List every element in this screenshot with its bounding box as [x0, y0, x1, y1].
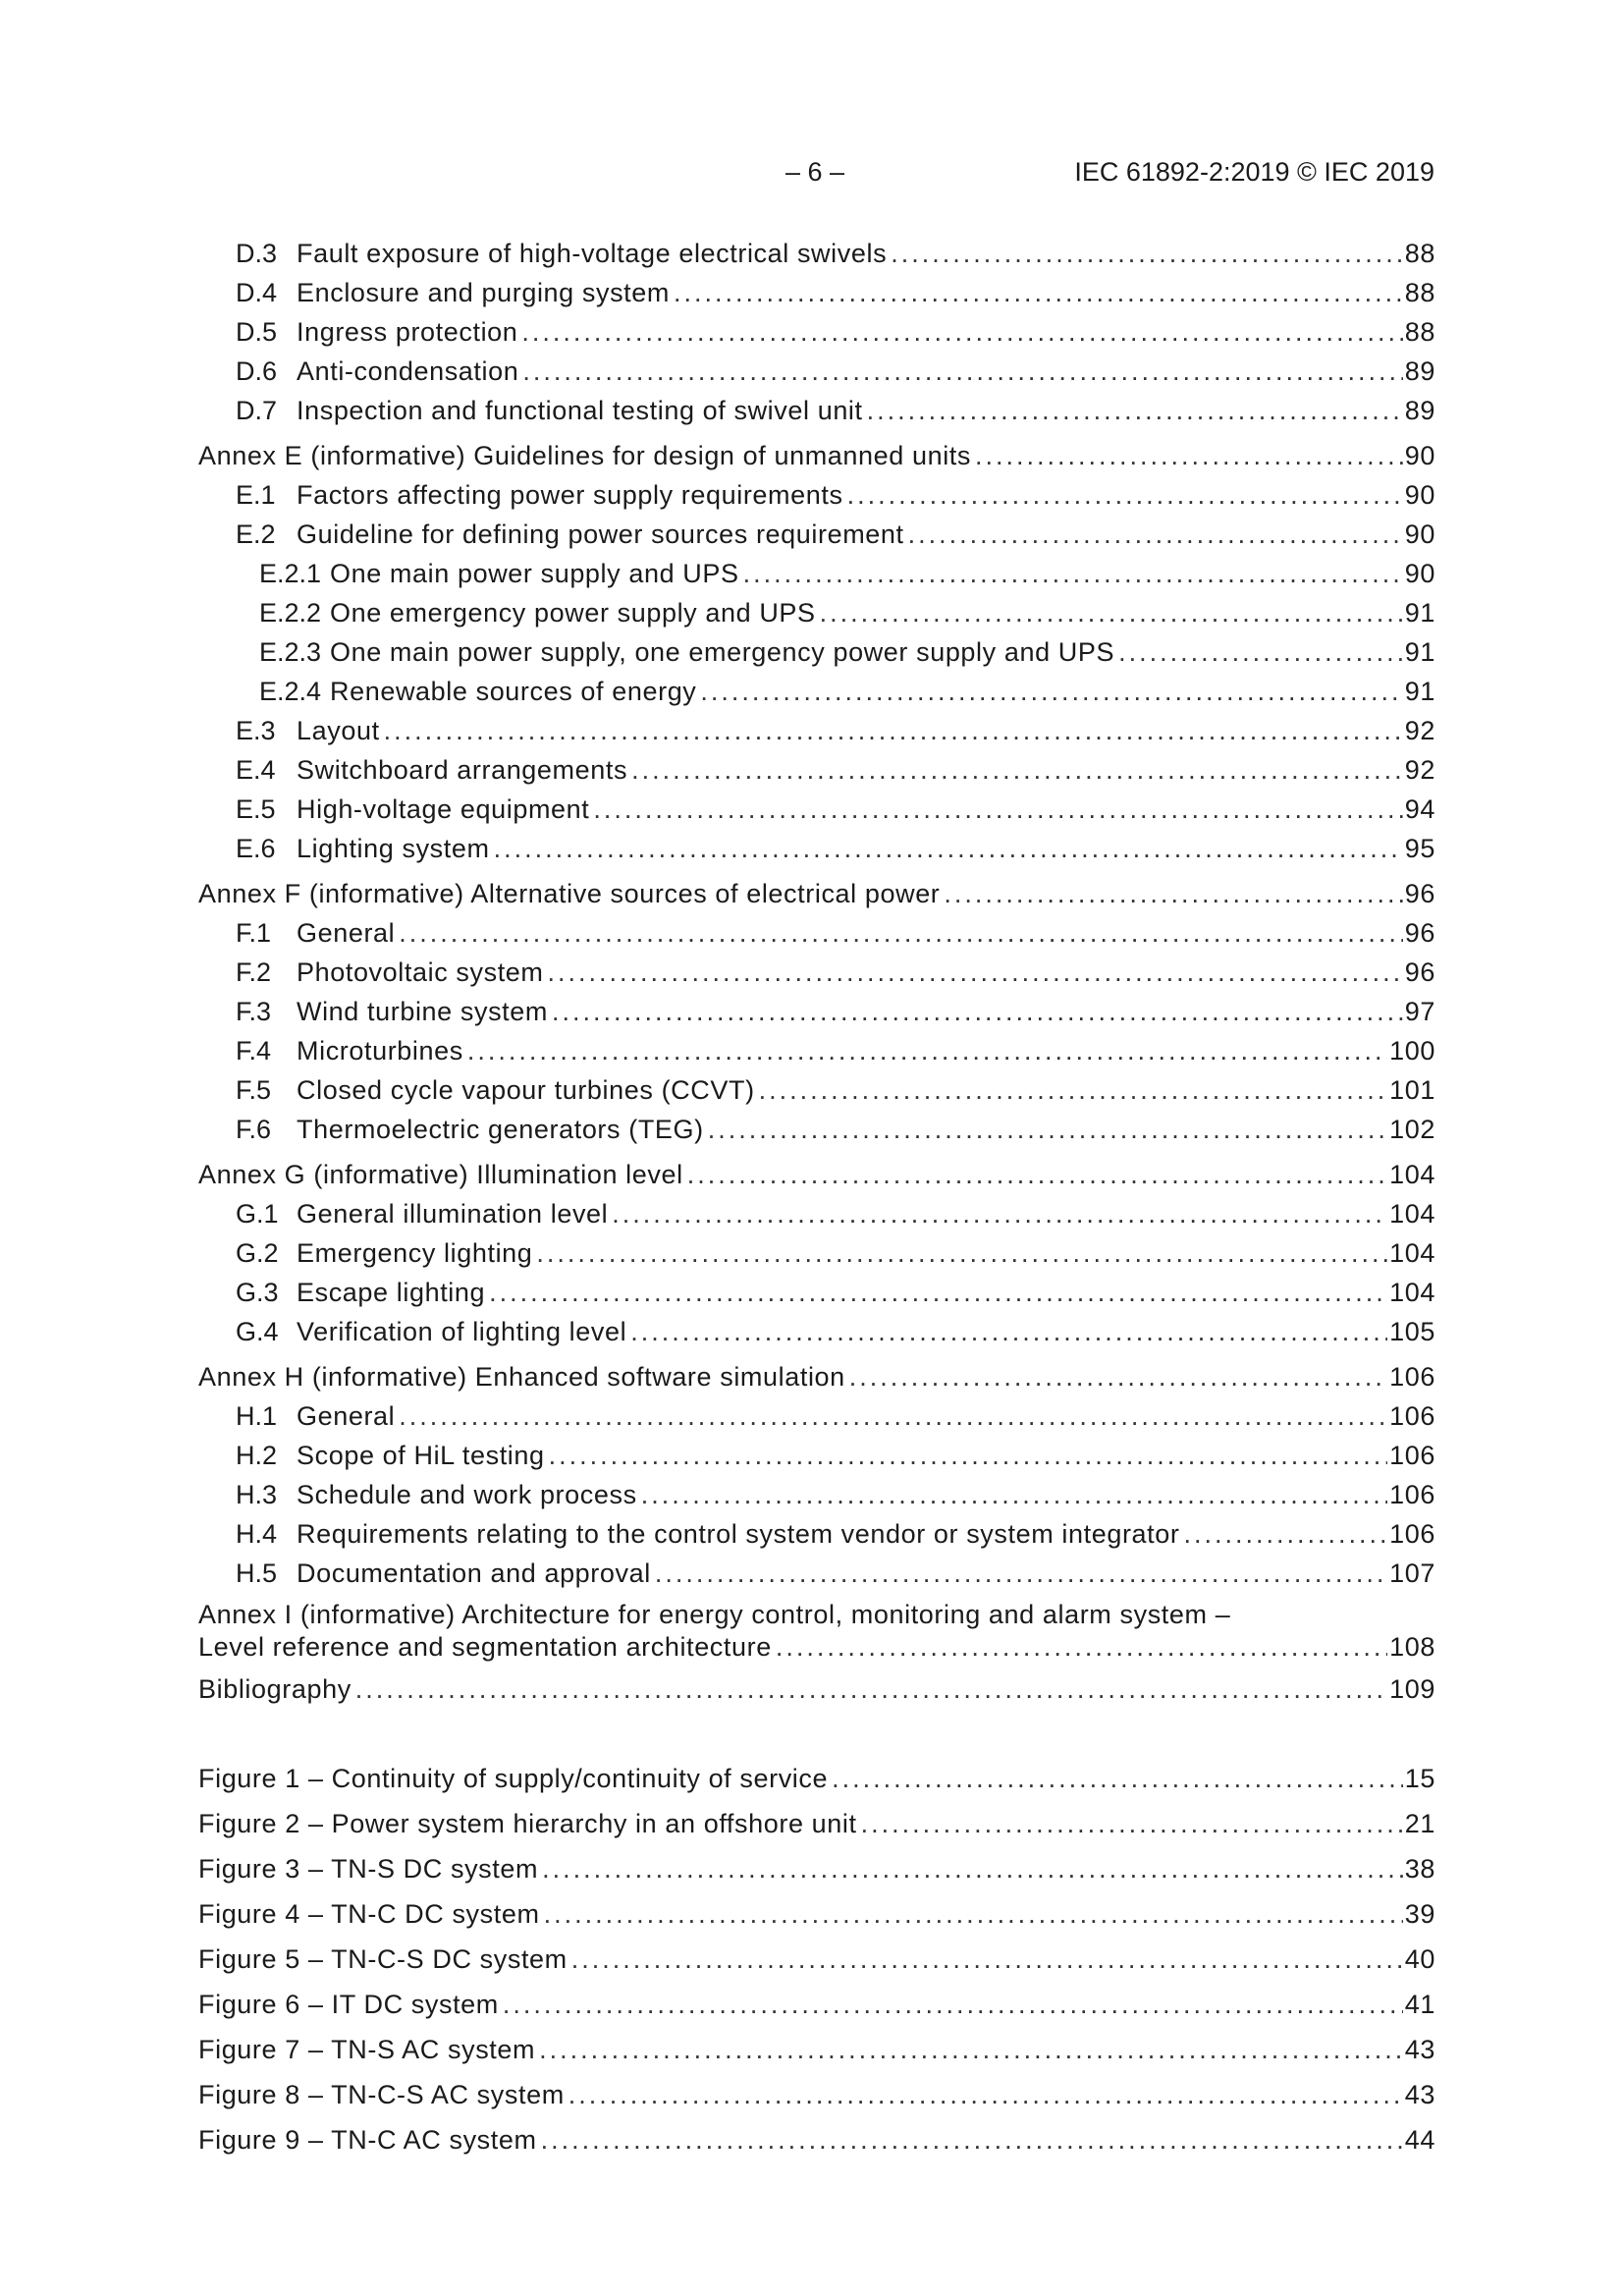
- toc-leader-dots: [612, 1194, 1387, 1233]
- toc-entry[interactable]: [198, 632, 1435, 672]
- figure-entry-page: 21: [1404, 1809, 1435, 1838]
- toc-entry-title: High-voltage equipment: [297, 794, 590, 824]
- toc-entry-number: G.2: [236, 1238, 279, 1268]
- toc-leader-dots: [687, 1155, 1387, 1194]
- figure-entry-title: Figure 8 – TN-C-S AC system: [198, 2080, 565, 2109]
- page-header: [0, 157, 1623, 196]
- toc-leader-dots: [384, 711, 1403, 750]
- toc-entry-title: Annex F (informative) Alternative sources of electrical power: [198, 879, 941, 908]
- toc-entry-title: One main power supply and UPS: [330, 559, 739, 588]
- section-gap: [198, 1709, 1435, 1756]
- toc-leader-dots: [571, 1937, 1403, 1982]
- toc-entry-page: 105: [1389, 1317, 1435, 1346]
- toc-entry-title: One emergency power supply and UPS: [330, 598, 816, 628]
- toc-leader-dots: [544, 1891, 1403, 1937]
- toc-annex-entry[interactable]: [198, 436, 1435, 475]
- toc-leader-dots: [593, 790, 1402, 829]
- toc-leader-dots: [867, 391, 1403, 430]
- toc-entry[interactable]: [198, 593, 1435, 632]
- toc-leader-dots: [552, 992, 1403, 1031]
- toc-entry-number: E.2.3: [259, 637, 322, 667]
- toc-annex-entry[interactable]: [198, 1155, 1435, 1194]
- toc-entry-page: 106: [1389, 1480, 1435, 1509]
- toc-entry-title: Ingress protection: [297, 317, 518, 347]
- toc-annex-entry[interactable]: [198, 1669, 1435, 1709]
- toc-leader-dots: [820, 593, 1403, 632]
- toc-entry[interactable]: [198, 234, 1435, 273]
- toc-entry-number: G.4: [236, 1317, 279, 1346]
- figure-list-entry[interactable]: [198, 1891, 1435, 1937]
- toc-entry[interactable]: [198, 992, 1435, 1031]
- toc-leader-dots: [503, 1982, 1403, 2027]
- toc-entry-page: 97: [1404, 997, 1435, 1026]
- toc-leader-dots: [522, 352, 1402, 391]
- toc-annex-entry[interactable]: [198, 1357, 1435, 1396]
- figure-entry-page: 44: [1404, 2125, 1435, 2155]
- toc-entry[interactable]: [198, 273, 1435, 312]
- toc-entry-number: F.3: [236, 997, 272, 1026]
- toc-entry[interactable]: [198, 1312, 1435, 1351]
- toc-entry-title: Annex G (informative) Illumination level: [198, 1160, 683, 1189]
- toc-entry[interactable]: [198, 790, 1435, 829]
- figure-entry-page: 40: [1404, 1944, 1435, 1974]
- figure-list-entry[interactable]: [198, 1846, 1435, 1891]
- figure-entry-page: 43: [1404, 2080, 1435, 2109]
- toc-entry-title: Level reference and segmentation architecture: [198, 1632, 772, 1662]
- table-of-contents: [198, 234, 1435, 2162]
- toc-entry[interactable]: [198, 554, 1435, 593]
- toc-leader-dots: [700, 672, 1402, 711]
- toc-entry-number: H.5: [236, 1558, 278, 1588]
- toc-entry-title: Factors affecting power supply requirements: [297, 480, 843, 510]
- figure-entry-title: Figure 9 – TN-C AC system: [198, 2125, 537, 2155]
- toc-leader-dots: [536, 1233, 1387, 1273]
- toc-entry-title: Annex H (informative) Enhanced software simulation: [198, 1362, 845, 1392]
- toc-leader-dots: [539, 2027, 1403, 2072]
- toc-entry-title: Documentation and approval: [297, 1558, 651, 1588]
- toc-entry-number: E.1: [236, 480, 276, 510]
- toc-entry-number: F.2: [236, 957, 272, 987]
- toc-entry[interactable]: [198, 750, 1435, 790]
- figure-entry-title: Figure 6 – IT DC system: [198, 1990, 499, 2019]
- toc-entry-page: 101: [1389, 1075, 1435, 1105]
- toc-entry-title: Photovoltaic system: [297, 957, 544, 987]
- toc-entry-number: F.1: [236, 918, 272, 948]
- toc-entry-number: G.3: [236, 1278, 279, 1307]
- toc-entry-page: 109: [1389, 1674, 1435, 1704]
- toc-entry-page: 90: [1404, 441, 1435, 470]
- figure-entry-page: 39: [1404, 1899, 1435, 1929]
- toc-entry-page: 88: [1404, 278, 1435, 307]
- toc-leader-dots: [861, 1801, 1403, 1846]
- toc-entry[interactable]: [198, 1436, 1435, 1475]
- toc-entry-page: 100: [1389, 1036, 1435, 1066]
- toc-entry-page: 107: [1389, 1558, 1435, 1588]
- toc-entry[interactable]: [198, 1630, 1435, 1664]
- toc-entry-page: 91: [1404, 637, 1435, 667]
- toc-entry[interactable]: [198, 1233, 1435, 1273]
- toc-entry-number: F.4: [236, 1036, 272, 1066]
- toc-entry[interactable]: [198, 672, 1435, 711]
- toc-entry-page: 94: [1404, 794, 1435, 824]
- toc-entry-page: 92: [1404, 716, 1435, 745]
- toc-entry-title: Schedule and work process: [297, 1480, 637, 1509]
- toc-leader-dots: [944, 874, 1402, 913]
- toc-leader-dots: [568, 2072, 1403, 2117]
- toc-leader-dots: [489, 1273, 1387, 1312]
- figure-entry-title: Figure 1 – Continuity of supply/continuity of service: [198, 1764, 829, 1793]
- toc-leader-dots: [548, 953, 1403, 992]
- toc-entry-title: General: [297, 1401, 396, 1431]
- standard-reference: IEC 61892-2:2019 © IEC 2019: [1074, 157, 1434, 187]
- figure-entry-page: 43: [1404, 2035, 1435, 2064]
- toc-entry-number: E.4: [236, 755, 276, 785]
- toc-entry[interactable]: [198, 312, 1435, 352]
- toc-entry-number: G.1: [236, 1199, 279, 1229]
- toc-entry-number: D.3: [236, 239, 278, 268]
- toc-entry-page: 92: [1404, 755, 1435, 785]
- toc-entry[interactable]: [198, 711, 1435, 750]
- toc-entry-title: Lighting system: [297, 834, 490, 863]
- toc-entry-number: E.3: [236, 716, 276, 745]
- toc-entry-number: E.2: [236, 519, 276, 549]
- figure-list-entry[interactable]: [198, 1756, 1435, 1801]
- toc-entry-page: 104: [1389, 1278, 1435, 1307]
- toc-entry[interactable]: [198, 1554, 1435, 1593]
- toc-entry-number: E.2.2: [259, 598, 322, 628]
- toc-entry-page: 108: [1389, 1632, 1435, 1662]
- figure-list-entry[interactable]: [198, 2117, 1435, 2162]
- toc-leader-dots: [630, 1312, 1387, 1351]
- toc-entry-number: D.6: [236, 356, 278, 386]
- toc-leader-dots: [908, 515, 1403, 554]
- toc-entry-page: 90: [1404, 480, 1435, 510]
- toc-entry[interactable]: [198, 1514, 1435, 1554]
- figure-entry-page: 38: [1404, 1854, 1435, 1884]
- toc-entry[interactable]: [198, 913, 1435, 953]
- figure-entry-page: 15: [1404, 1764, 1435, 1793]
- toc-entry-page: 90: [1404, 559, 1435, 588]
- toc-leader-dots: [1118, 632, 1403, 672]
- toc-entry-title: One main power supply, one emergency power supply and UPS: [330, 637, 1115, 667]
- toc-leader-dots: [521, 312, 1402, 352]
- toc-entry-title: Closed cycle vapour turbines (CCVT): [297, 1075, 755, 1105]
- toc-entry-title: Verification of lighting level: [297, 1317, 627, 1346]
- toc-entry-number: E.2.1: [259, 559, 322, 588]
- figure-list-entry[interactable]: [198, 1937, 1435, 1982]
- figure-list-entry[interactable]: [198, 1982, 1435, 2027]
- figure-entry-title: Figure 5 – TN-C-S DC system: [198, 1944, 568, 1974]
- toc-leader-dots: [1183, 1514, 1387, 1554]
- toc-entry-number: F.5: [236, 1075, 272, 1105]
- toc-entry[interactable]: [198, 1031, 1435, 1070]
- toc-entry-title: General illumination level: [297, 1199, 609, 1229]
- toc-entry-title: Fault exposure of high-voltage electrical swivels: [297, 239, 888, 268]
- toc-entry-number: D.5: [236, 317, 278, 347]
- toc-entry-title: Thermoelectric generators (TEG): [297, 1115, 704, 1144]
- toc-leader-dots: [549, 1436, 1388, 1475]
- toc-entry-page: 106: [1389, 1441, 1435, 1470]
- toc-entry-title: Inspection and functional testing of swivel unit: [297, 396, 863, 425]
- toc-leader-dots: [674, 273, 1403, 312]
- toc-leader-dots: [399, 913, 1403, 953]
- toc-entry[interactable]: [198, 1273, 1435, 1312]
- toc-leader-dots: [832, 1756, 1403, 1801]
- toc-entry-title: Microturbines: [297, 1036, 463, 1066]
- toc-entry-title: Guideline for defining power sources requirement: [297, 519, 904, 549]
- toc-leader-dots: [641, 1475, 1387, 1514]
- toc-entry-title: Scope of HiL testing: [297, 1441, 545, 1470]
- toc-entry-page: 91: [1404, 677, 1435, 706]
- toc-entry-number: H.3: [236, 1480, 278, 1509]
- toc-entry[interactable]: [198, 391, 1435, 430]
- toc-entry-page: 95: [1404, 834, 1435, 863]
- figure-entry-title: Figure 4 – TN-C DC system: [198, 1899, 540, 1929]
- toc-entry[interactable]: [198, 515, 1435, 554]
- toc-entry[interactable]: [198, 953, 1435, 992]
- toc-entry[interactable]: [198, 1475, 1435, 1514]
- toc-entry-page: 96: [1404, 879, 1435, 908]
- toc-entry-title: Anti-condensation: [297, 356, 519, 386]
- toc-leader-dots: [399, 1396, 1387, 1436]
- toc-entry-title: Annex E (informative) Guidelines for design of unmanned units: [198, 441, 972, 470]
- toc-entry-title: Emergency lighting: [297, 1238, 533, 1268]
- toc-entry-page: 106: [1389, 1519, 1435, 1549]
- toc-entry[interactable]: [198, 1110, 1435, 1149]
- toc-entry-page: 88: [1404, 317, 1435, 347]
- toc-leader-dots: [759, 1070, 1387, 1110]
- figure-list-entry[interactable]: [198, 2027, 1435, 2072]
- toc-entry-number: H.2: [236, 1441, 278, 1470]
- figure-list-entry[interactable]: [198, 2072, 1435, 2117]
- toc-entry-title: Enclosure and purging system: [297, 278, 670, 307]
- toc-entry-number: D.4: [236, 278, 278, 307]
- toc-entry-number: E.2.4: [259, 677, 322, 706]
- toc-annex-entry[interactable]: [198, 874, 1435, 913]
- toc-entry[interactable]: [198, 1396, 1435, 1436]
- toc-leader-dots: [849, 1357, 1387, 1396]
- toc-entry-page: 104: [1389, 1160, 1435, 1189]
- toc-entry-page: 104: [1389, 1238, 1435, 1268]
- toc-entry-page: 106: [1389, 1401, 1435, 1431]
- toc-leader-dots: [631, 750, 1403, 790]
- page-number: – 6 –: [785, 157, 845, 187]
- toc-entry-number: D.7: [236, 396, 278, 425]
- toc-entry-number: F.6: [236, 1115, 272, 1144]
- toc-leader-dots: [847, 475, 1403, 515]
- figure-entry-title: Figure 2 – Power system hierarchy in an offshore unit: [198, 1809, 857, 1838]
- toc-entry-number: E.5: [236, 794, 276, 824]
- toc-leader-dots: [655, 1554, 1387, 1593]
- toc-entry-title: General: [297, 918, 396, 948]
- toc-entry-title: Requirements relating to the control system vendor or system integrator: [297, 1519, 1180, 1549]
- toc-entry-title: Renewable sources of energy: [330, 677, 697, 706]
- toc-entry-title: Layout: [297, 716, 380, 745]
- toc-entry-page: 91: [1404, 598, 1435, 628]
- figure-entry-title: Figure 7 – TN-S AC system: [198, 2035, 536, 2064]
- toc-leader-dots: [975, 436, 1403, 475]
- toc-entry-number: H.1: [236, 1401, 278, 1431]
- toc-leader-dots: [467, 1031, 1387, 1070]
- figure-entry-title: Figure 3 – TN-S DC system: [198, 1854, 539, 1884]
- toc-entry-number: E.6: [236, 834, 276, 863]
- toc-entry[interactable]: [198, 1070, 1435, 1110]
- toc-leader-dots: [743, 554, 1403, 593]
- toc-entry-number: H.4: [236, 1519, 278, 1549]
- toc-leader-dots: [891, 234, 1403, 273]
- toc-entry-page: 90: [1404, 519, 1435, 549]
- toc-entry-title: Wind turbine system: [297, 997, 548, 1026]
- toc-leader-dots: [776, 1630, 1387, 1664]
- toc-entry-title: Switchboard arrangements: [297, 755, 628, 785]
- toc-entry[interactable]: [198, 475, 1435, 515]
- toc-entry-page: 102: [1389, 1115, 1435, 1144]
- toc-entry[interactable]: [198, 352, 1435, 391]
- toc-entry[interactable]: [198, 829, 1435, 868]
- toc-leader-dots: [541, 2117, 1403, 2162]
- toc-entry[interactable]: [198, 1194, 1435, 1233]
- toc-leader-dots: [355, 1669, 1387, 1709]
- toc-entry-page: 104: [1389, 1199, 1435, 1229]
- figure-entry-page: 41: [1404, 1990, 1435, 2019]
- figure-list-entry[interactable]: [198, 1801, 1435, 1846]
- toc-entry-title: Escape lighting: [297, 1278, 486, 1307]
- toc-leader-dots: [494, 829, 1403, 868]
- toc-entry-page: 96: [1404, 918, 1435, 948]
- toc-entry-page: 89: [1404, 356, 1435, 386]
- toc-entry-title: Bibliography: [198, 1674, 352, 1704]
- toc-entry-page: 89: [1404, 396, 1435, 425]
- toc-leader-dots: [708, 1110, 1387, 1149]
- toc-annex-title-line1: Annex I (informative) Architecture for energy control, monitoring and alarm system –: [198, 1600, 1231, 1629]
- toc-leader-dots: [542, 1846, 1403, 1891]
- toc-entry-page: 106: [1389, 1362, 1435, 1392]
- toc-entry-page: 96: [1404, 957, 1435, 987]
- toc-entry-page: 88: [1404, 239, 1435, 268]
